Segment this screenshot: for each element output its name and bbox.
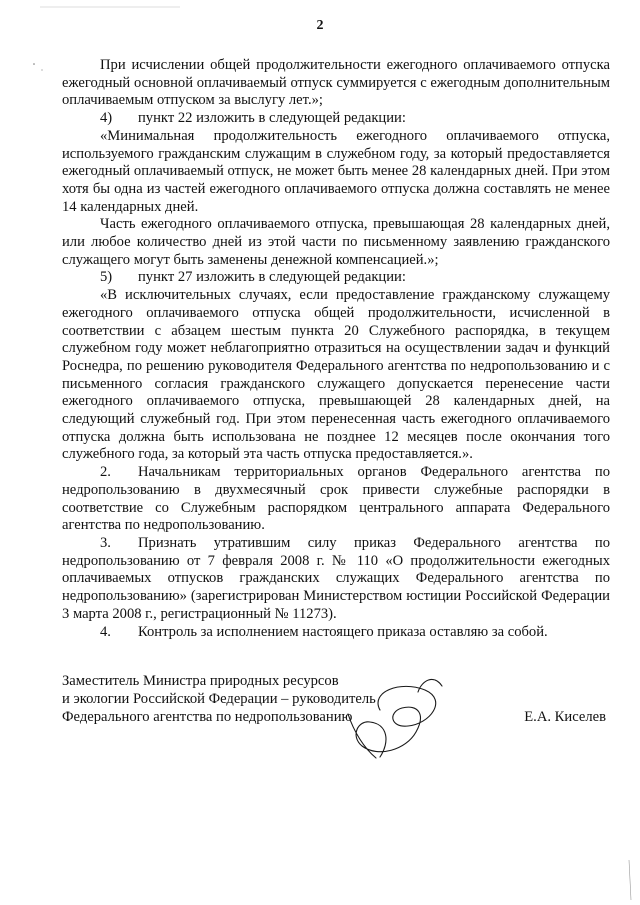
- list-item-5: [62, 269, 610, 287]
- item-text: Контроль за исполнением настоящего приказа оставляю за собой.: [138, 623, 548, 640]
- paragraph-minimum-duration: «Минимальная продолжительность ежегодного оплачиваемого отпуска, используемого гражданским служащим в служебном году, за который предоставляется ежегодный оплачиваемый отпуск, не может быть менее 28 календарных дней. При этом хотя бы одна из частей ежегодного оплачиваемого отпуска должна составлять не менее 14 календарных дней.: [62, 127, 610, 215]
- scan-edge-mark-icon: [624, 860, 634, 900]
- item-text: пункт 27 изложить в следующей редакции:: [138, 269, 406, 286]
- item-text: Признать утратившим силу приказ Федерального агентства по недропользованию от 7 февраля 2008 г. № 110 «О продолжительности ежегодных оплачиваемых отпусков гражданских служащих Федерального агентства по недропользованию» (зарегистрирован Министерством юстиции Российской Федерации 3 марта 2008 г., регистрационный № 11273).: [62, 534, 610, 622]
- paragraph-leave-summation: При исчислении общей продолжительности ежегодного оплачиваемого отпуска ежегодный основной оплачиваемый отпуск суммируется с ежегодным дополнительным оплачиваемым отпуском за выслугу лет.»;: [62, 57, 610, 109]
- signatory-title-line-3: Федерального агентства по недропользованию: [62, 709, 353, 725]
- paragraph-compensation: Часть ежегодного оплачиваемого отпуска, превышающая 28 календарных дней, или любое количество дней из этой части по письменному заявлению гражданского служащего могут быть заменены денежной компенсацией.»;: [62, 216, 610, 268]
- list-item-4: [62, 110, 610, 128]
- numbered-item-4: [62, 624, 610, 642]
- handwritten-signature-icon: [330, 662, 460, 772]
- item-number: 4.: [100, 623, 111, 640]
- item-text: Начальникам территориальных органов Федерального агентства по недропользованию в двухмесячный срок привести служебные распорядки в соответствие со Служебным распорядком центрального аппарата Федерального агентства по недропользованию.: [62, 464, 610, 534]
- item-number: 4): [100, 110, 113, 127]
- paragraph-exceptional-cases: «В исключительных случаях, если предоставление гражданскому служащему ежегодного оплачиваемого отпуска общей продолжительности, исчисленной в соответствии с абзацем шестым пункта 20 Служебного распорядка, в текущем служебном году может неблагоприятно отразиться на осуществлении задач и функций Роснедра, по решению руководителя Федерального агентства по недропользованию и с письменного согласия гражданского служащего допускается перенесение части ежегодного оплачиваемого отпуска, превышающей 28 календарных дней, на следующий служебный год. При этом перенесенная часть ежегодного оплачиваемого отпуска должна быть использована не позднее 12 месяцев после окончания того служебного года, за который эта часть отпуска предоставляется.».: [62, 287, 610, 463]
- page-number: 2: [316, 18, 324, 33]
- numbered-item-3: [62, 535, 610, 624]
- scan-speck-icon: [30, 60, 50, 80]
- signatory-title-line-1: Заместитель Министра природных ресурсов: [62, 673, 339, 689]
- item-number: 3.: [100, 534, 111, 551]
- numbered-item-2: [62, 464, 610, 535]
- scan-edge-line-icon: [40, 4, 180, 10]
- signatory-name: Е.А. Киселев: [524, 709, 606, 725]
- item-number: 2.: [100, 464, 111, 481]
- item-text: пункт 22 изложить в следующей редакции:: [138, 110, 406, 127]
- item-number: 5): [100, 269, 113, 286]
- signatory-title-line-2: и экологии Российской Федерации – руководитель: [62, 691, 376, 707]
- document-body: [62, 57, 610, 641]
